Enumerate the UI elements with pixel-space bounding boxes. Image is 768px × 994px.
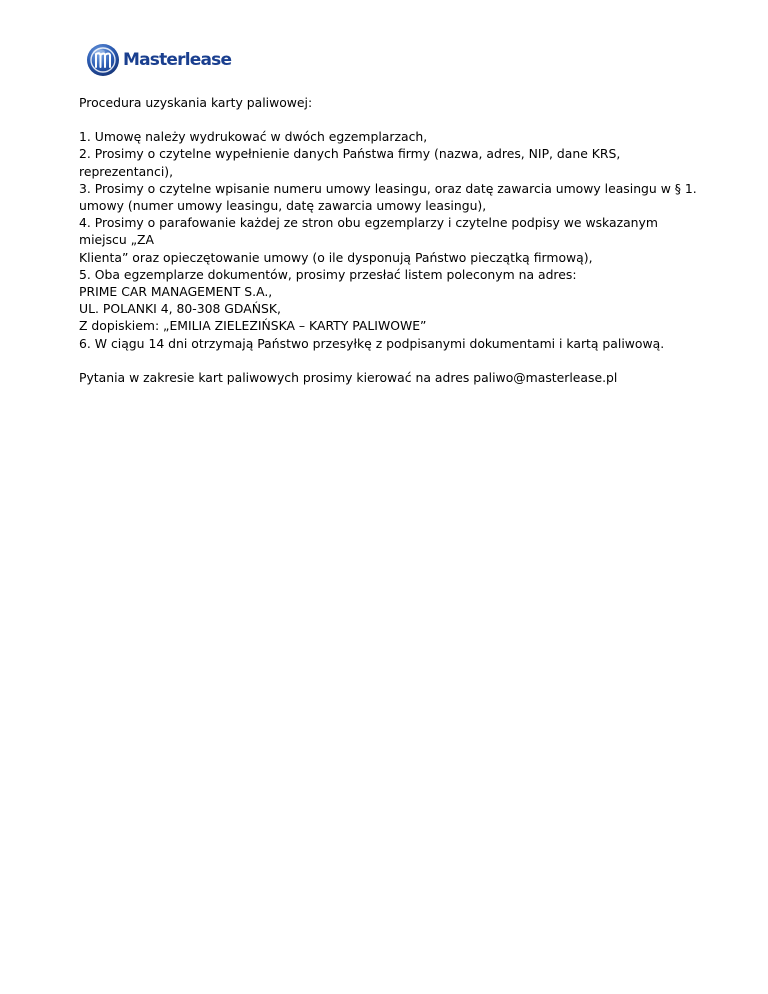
procedure-line: 3. Prosimy o czytelne wpisanie numeru umowy leasingu, oraz datę zawarcia umowy leasingu w § 1. — [79, 180, 697, 196]
procedure-line: 6. W ciągu 14 dni otrzymają Państwo przesyłkę z podpisanymi dokumentami i kartą paliwową. — [79, 335, 665, 351]
address-line: UL. POLANKI 4, 80-308 GDAŃSK, — [79, 301, 281, 317]
procedure-line: Klienta” oraz opieczętowanie umowy (o ile dysponują Państwo pieczątką firmową), — [79, 249, 593, 265]
masterlease-logo — [86, 42, 231, 78]
procedure-line: 1. Umowę należy wydrukować w dwóch egzemplarzach, — [79, 129, 428, 145]
address-line: PRIME CAR MANAGEMENT S.A., — [79, 284, 273, 300]
procedure-line: 2. Prosimy o czytelne wypełnienie danych Państwa firmy (nazwa, adres, NIP, dane KRS, reprezentanci), — [79, 146, 621, 179]
procedure-line: 5. Oba egzemplarze dokumentów, prosimy przesłać listem poleconym na adres: — [79, 266, 577, 282]
procedure-steps — [79, 128, 699, 352]
address-line: Z dopiskiem: „EMILIA ZIELEZIŃSKA – KARTY PALIWOWE” — [79, 318, 427, 334]
procedure-line: umowy (numer umowy leasingu, datę zawarcia umowy leasingu), — [79, 198, 487, 214]
logo-wordmark: Masterlease — [123, 49, 232, 70]
contact-note: Pytania w zakresie kart paliwowych prosimy kierować na adres paliwo@masterlease.pl — [79, 369, 618, 385]
masterlease-logo-icon — [86, 43, 120, 77]
document-body — [79, 94, 699, 386]
document-heading: Procedura uzyskania karty paliwowej: — [79, 95, 313, 110]
procedure-line: 4. Prosimy o parafowanie każdej ze stron obu egzemplarzy i czytelne podpisy we wskazanym miejscu „ZA — [79, 215, 658, 248]
